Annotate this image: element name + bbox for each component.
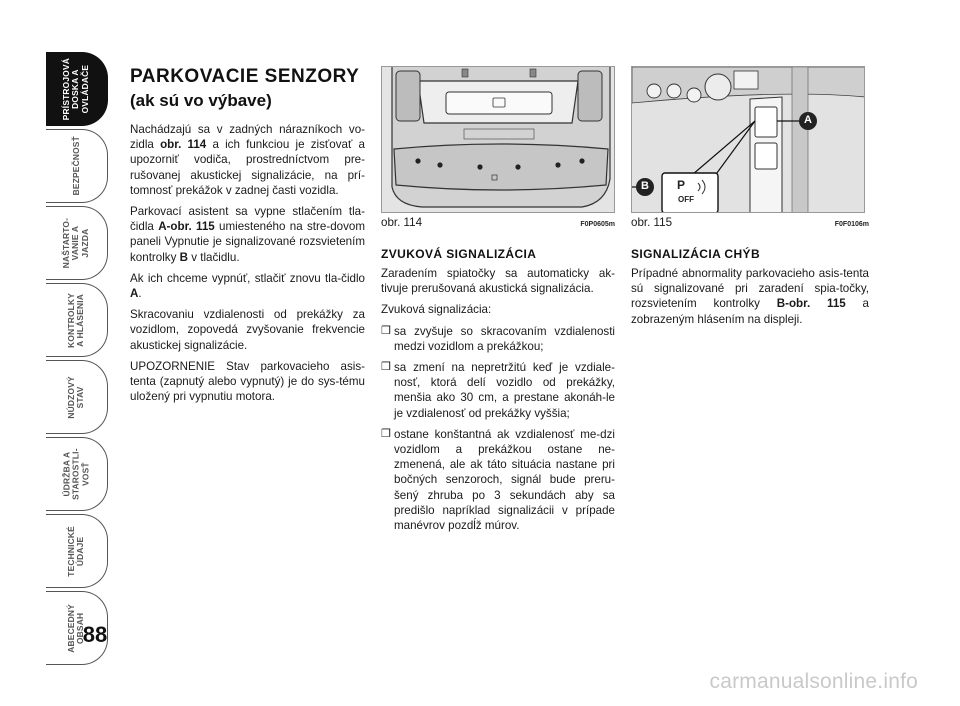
parking-button-p: P (677, 178, 686, 192)
column-parking-sensors (130, 66, 365, 410)
callout-label-b: B (641, 180, 649, 192)
section-heading: ZVUKOVÁ SIGNALIZÁCIA (381, 247, 537, 261)
tab-label: NAŠTARTO- VANIE A JAZDA (61, 217, 91, 269)
figure-caption-row (381, 216, 615, 229)
page-number: 88 (82, 622, 108, 647)
paragraph: Zaradením spiatočky sa automaticky ak-tivuje prerušovaná akustická signalizácia. (381, 267, 615, 296)
checkbox-bullet-icon: ❒ (381, 324, 391, 337)
tab-pristrojova-doska[interactable] (46, 52, 108, 126)
parking-button-off: OFF (678, 195, 694, 204)
figure-ref: A-obr. 115 (158, 220, 215, 234)
figure-ref: B-obr. 115 (776, 297, 846, 311)
callout-label-a: A (804, 114, 812, 126)
figure-caption: obr. 114 (381, 216, 423, 229)
tab-label: PRÍSTROJOVÁ DOSKA A OVLÁDAČE (61, 57, 91, 121)
paragraph: Parkovací asistent sa vypne stlačením tla-čidla A-obr. 115 umiesteného na stre-dovom paneli Vypnutie je signalizované rozsvietením kontrolky B v tlačidlu. (130, 205, 365, 264)
tab-kontrolky[interactable] (46, 283, 108, 357)
checkbox-bullet-icon: ❒ (381, 361, 391, 374)
paragraph: Zvuková signalizácia: (381, 303, 492, 317)
rear-bumper-illustration (381, 66, 615, 213)
tab-label: ÚDRŽBA A STAROSTLI- VOSŤ (61, 448, 91, 500)
tab-udrzba[interactable] (46, 437, 108, 511)
paragraph: Ak ich chceme vypnúť, stlačiť znovu tla-čidlo A. (130, 271, 365, 301)
dashboard-button-illustration (631, 66, 865, 213)
rear-bumper-drawing (382, 67, 615, 213)
section-subtitle: (ak sú vo výbave) (130, 91, 272, 110)
tab-technicke-udaje[interactable] (46, 514, 108, 588)
bullet-item: ❒ sa zvyšuje so skracovaním vzdialenosti medzi vozidlom a prekážkou; (381, 324, 615, 353)
tab-label: BEZPEČNOSŤ (70, 136, 81, 196)
tab-label: ABECEDNÝ OBSAH (66, 603, 86, 653)
tab-nudzovy-stav[interactable] (46, 360, 108, 434)
column-fault-signal (631, 66, 869, 333)
bullet-item: ❒ ostane konštantná ak vzdialenosť me-dzi vozidlom a prekážkou ostane ne-zmenená, ale ak táto situácia nastane pri bočných senzoroch, signál bude preru-šený zhruba po 3 sekundách aby sa predišlo napríklad signalizácii v prípade manévrov pozdĺž múrov. (381, 427, 615, 533)
section-heading: SIGNALIZÁCIA CHÝB (631, 247, 761, 261)
figure-caption-row (631, 216, 869, 229)
dashboard-button-drawing (632, 67, 865, 213)
section-title: PARKOVACIE SENZORY (130, 66, 360, 87)
tab-nastartovanie[interactable] (46, 206, 108, 280)
paragraph: Prípadné abnormality parkovacieho asis-tenta sú signalizované pri zaradení spia-točky, rozsvietením kontrolky B-obr. 115 a zobrazeným hlásením na displeji. (631, 267, 870, 326)
figure-ref: obr. 114 (160, 138, 207, 152)
note-paragraph: UPOZORNENIE Stav parkovacieho asis-tenta (zapnutý alebo vypnutý) je do sys-tému uložený pri vypnutiu motora. (130, 359, 365, 404)
tab-label: NÚDZOVÝ STAV (66, 375, 86, 419)
tab-bezpecnost[interactable] (46, 129, 108, 203)
figure-caption: obr. 115 (631, 216, 673, 229)
tab-label: TECHNICKÉ ÚDAJE (66, 525, 86, 577)
checkbox-bullet-icon: ❒ (381, 427, 391, 440)
watermark: carmanualsonline.info (709, 670, 918, 693)
column-acoustic-signal (381, 66, 615, 539)
figure-code: F0F0106m (834, 221, 869, 228)
tab-label: KONTROLKY A HLÁSENIA (66, 292, 86, 348)
paragraph: Nachádzajú sa v zadných nárazníkoch vo-zidla obr. 114 a ich funkciou je zisťovať a upozorniť vodiča, prostredníctvom pre-rušovanej akustickej signalizácie, na prí-tomnosť prekážok v zadnej časti vozidla. (130, 123, 365, 197)
figure-code: F0P0605m (580, 221, 615, 228)
paragraph: Skracovaniu vzdialenosti od prekážky za vozidlom, zopovedá zvyšovanie frekvencie akustickej signalizácie. (130, 308, 365, 352)
bullet-item: ❒ sa zmení na nepretržitú keď je vzdiale-nosť, ktorá delí vozidlo od prekážky, menšia ako 30 cm, a prestane akonáh-le je vzdialenosť od prekážky vyššia; (381, 361, 615, 420)
